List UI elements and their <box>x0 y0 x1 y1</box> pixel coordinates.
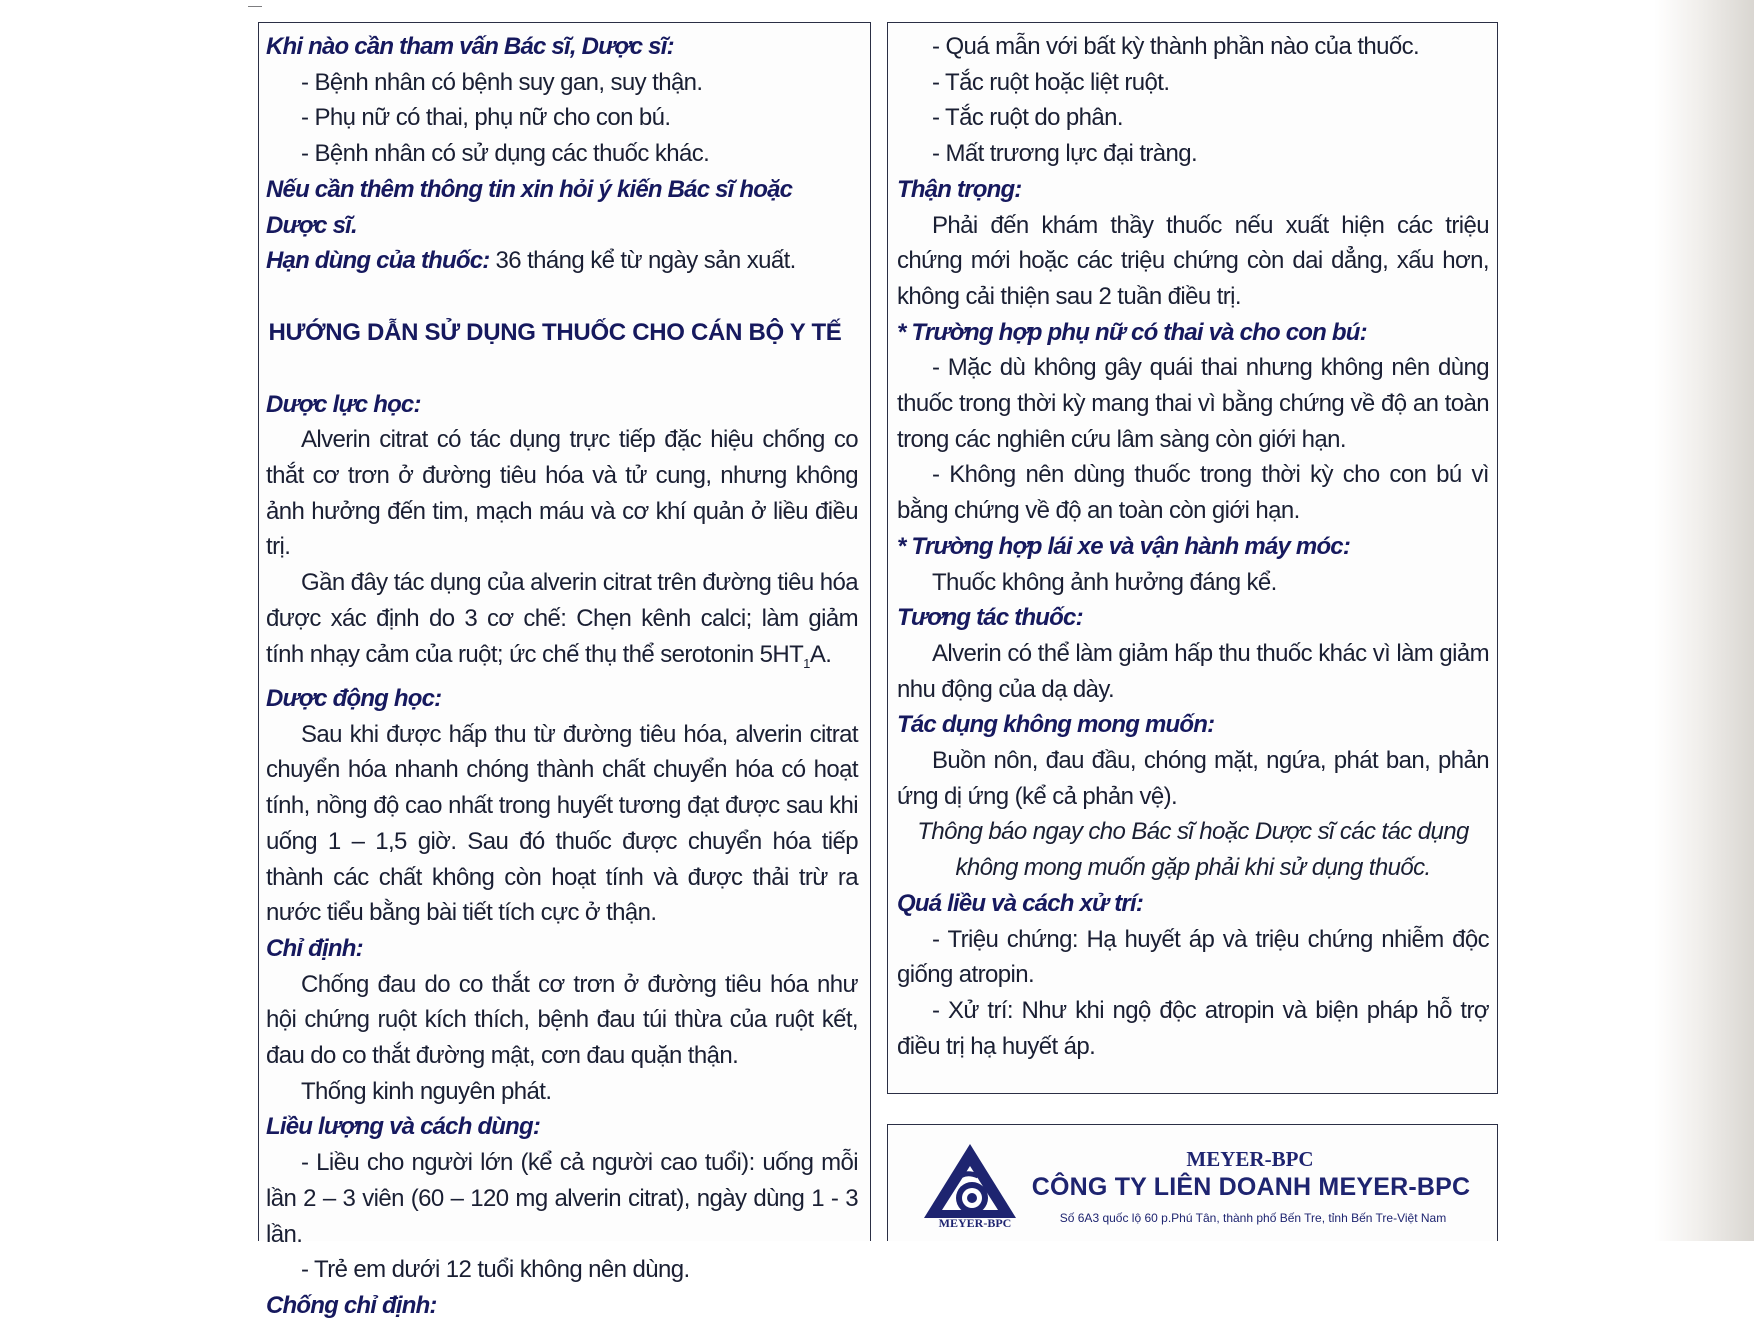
pharmacokinetics-paragraph: Sau khi được hấp thu từ đường tiêu hóa, alverin citrat chuyển hóa nhanh chóng thành chất chuyển hóa có hoạt tính, nồng độ cao nhất trong huyết tương đạt được sau khi uống 1 – 1,5 giờ. Sau đó thuốc được chuyển hóa tiếp thành các chất không còn hoạt tính và được thải trừ ra nước tiểu bằng bài tiết tích cực ở thận. <box>266 720 858 927</box>
pharmacokinetics-heading: Dược động học: <box>266 685 442 713</box>
consult-item: - Bệnh nhân có bệnh suy gan, suy thận. <box>301 68 703 96</box>
shelf-life-line <box>266 243 858 279</box>
driving-heading: * Trường hợp lái xe và vận hành máy móc: <box>897 532 1351 560</box>
pharmacodynamics-heading: Dược lực học: <box>266 390 421 418</box>
crop-mark <box>248 6 262 7</box>
caution-paragraph: Phải đến khám thầy thuốc nếu xuất hiện các triệu chứng mới hoặc các triệu chứng còn dai dẳng, xấu hơn, không cải thiện sau 2 tuần điều trị. <box>897 211 1489 310</box>
page-edge-shadow <box>1532 0 1754 1241</box>
contraindication-item: - Quá mẫn với bất kỳ thành phần nào của thuốc. <box>932 33 1420 60</box>
overdose-symptoms: - Triệu chứng: Hạ huyết áp và triệu chứng nhiễm độc giống atropin. <box>897 925 1489 989</box>
lactation-paragraph: - Không nên dùng thuốc trong thời kỳ cho con bú vì bằng chứng về độ an toàn còn giới hạn. <box>897 461 1489 525</box>
logo-caption: MEYER-BPC <box>938 1216 1012 1230</box>
shelf-life-label: Hạn dùng của thuốc: <box>266 247 490 275</box>
indications-paragraph: Chống đau do co thắt cơ trơn ở đường tiêu hóa như hội chứng ruột kích thích, bệnh đau túi thừa của ruột kết, đau do co thắt đường mật, cơn đau quặn thận. <box>266 970 858 1070</box>
contraindication-item: - Mất trương lực đại tràng. <box>932 140 1198 168</box>
section-title: HƯỚNG DẪN SỬ DỤNG THUỐC CHO CÁN BỘ Y TẾ <box>268 318 842 346</box>
dosage-paragraph: - Liều cho người lớn (kể cả người cao tuổi): uống mỗi lần 2 – 3 viên (60 – 120 mg alverin citrat), ngày dùng 1 - 3 lần. <box>266 1149 858 1248</box>
consult-item: - Bệnh nhân có sử dụng các thuốc khác. <box>301 140 710 168</box>
brand-name: MEYER-BPC <box>1186 1147 1314 1171</box>
contraindication-item: - Tắc ruột do phân. <box>932 104 1123 132</box>
side-effects-paragraph: Buồn nôn, đau đầu, chóng mặt, ngứa, phát ban, phản ứng dị ứng (kể cả phản vệ). <box>897 747 1489 810</box>
indications-heading: Chỉ định: <box>266 934 363 962</box>
dosage-paragraph: - Trẻ em dưới 12 tuổi không nên dùng. <box>301 1256 690 1284</box>
overdose-treatment: - Xử trí: Như khi ngộ độc atropin và biện pháp hỗ trợ điều trị hạ huyết áp. <box>897 996 1489 1060</box>
shelf-life-value: 36 tháng kể từ ngày sản xuất. <box>489 247 796 275</box>
left-column <box>266 29 858 1324</box>
driving-paragraph: Thuốc không ảnh hưởng đáng kể. <box>932 568 1277 596</box>
side-effects-heading: Tác dụng không mong muốn: <box>897 711 1215 739</box>
consult-heading: Khi nào cần tham vấn Bác sĩ, Dược sĩ: <box>266 33 674 60</box>
overdose-heading: Quá liều và cách xử trí: <box>897 889 1144 917</box>
pregnancy-heading: * Trường hợp phụ nữ có thai và cho con bú: <box>897 318 1367 346</box>
interactions-heading: Tương tác thuốc: <box>897 604 1083 632</box>
mechanism-text: Gần đây tác dụng của alverin citrat trên đường tiêu hóa được xác định do 3 cơ chế: Chẹn kênh calci; làm giảm tính nhạy cảm của ruột; ức chế thụ thể serotonin 5HT <box>266 569 858 668</box>
company-name: CÔNG TY LIÊN DOANH MEYER-BPC <box>1031 1173 1471 1201</box>
receptor-subscript: 1 <box>803 655 810 671</box>
pharmacodynamics-paragraph: Alverin citrat có tác dụng trực tiếp đặc hiệu chống co thắt cơ trơn ở đường tiêu hóa và tử cung, nhưng không ảnh hưởng đến tim, mạch máu và cơ khí quản ở liều điều trị. <box>266 426 858 561</box>
caution-heading: Thận trọng: <box>897 175 1022 203</box>
side-effects-notice: Thông báo ngay cho Bác sĩ hoặc Dược sĩ các tác dụng không mong muốn gặp phải khi sử dụng thuốc. <box>917 818 1469 882</box>
more-info-note: Nếu cần thêm thông tin xin hỏi ý kiến Bác sĩ hoặc Dược sĩ. <box>266 175 793 239</box>
company-address: Số 6A3 quốc lộ 60 p.Phú Tân, thành phố Bến Tre, tỉnh Bến Tre-Việt Nam <box>1059 1211 1447 1225</box>
right-column <box>897 29 1489 1064</box>
contraindication-item: - Tắc ruột hoặc liệt ruột. <box>932 68 1170 96</box>
pregnancy-paragraph: - Mặc dù không gây quái thai nhưng không nên dùng thuốc trong thời kỳ mang thai vì bằng chứng về độ an toàn trong các nghiên cứu lâm sàng còn giới hạn. <box>897 354 1489 453</box>
dosage-heading: Liều lượng và cách dùng: <box>266 1113 541 1141</box>
contraindications-heading: Chống chỉ định: <box>266 1292 437 1319</box>
consult-item: - Phụ nữ có thai, phụ nữ cho con bú. <box>301 104 671 132</box>
interactions-paragraph: Alverin có thể làm giảm hấp thu thuốc khác vì làm giảm nhu động của dạ dày. <box>897 639 1489 703</box>
mechanism-text-end: A. <box>809 640 832 668</box>
pharmacodynamics-mechanism-paragraph <box>266 565 858 681</box>
indications-paragraph: Thống kinh nguyên phát. <box>301 1077 552 1105</box>
